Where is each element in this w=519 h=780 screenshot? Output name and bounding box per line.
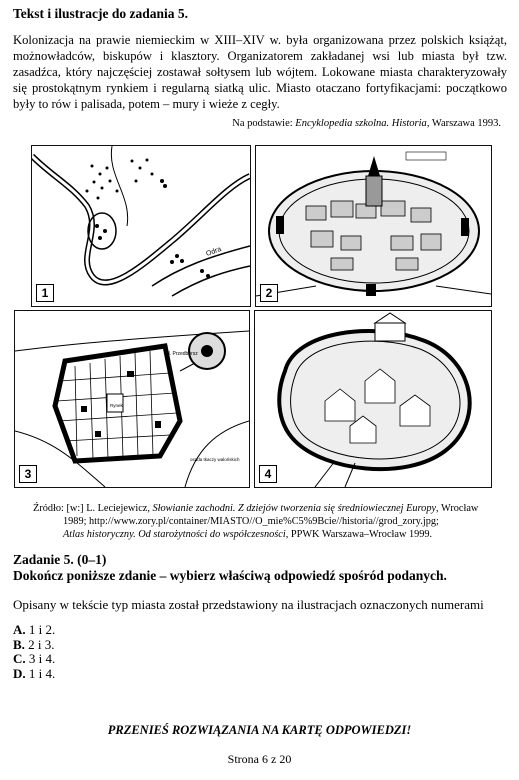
figure-2-walled-town-illustration: [255, 145, 492, 307]
figure-4-fortified-settlement: [254, 310, 492, 488]
source2-line1-suffix: , Wrocław: [436, 503, 479, 514]
figure-number-1: 1: [36, 284, 54, 302]
task-instruction: Dokończ poniższe zdanie – wybierz właściwą odpowiedź spośród podanych.: [13, 568, 447, 583]
source1-title: Encyklopedia szkolna. Historia: [295, 118, 427, 129]
figure-number-2: 2: [260, 284, 278, 302]
option-text: 1 i 4.: [25, 665, 56, 681]
village-map-drawing: [32, 146, 250, 306]
figure-1-village-map: [31, 145, 251, 307]
source2-line3-suffix: , PPWK Warszawa–Wrocław 1999.: [285, 529, 433, 540]
walled-town-drawing: [256, 146, 491, 306]
task-question: Opisany w tekście typ miasta został przedstawiony na ilustracjach oznaczonych numerami: [13, 597, 484, 612]
source1-suffix: , Warszawa 1993.: [426, 118, 501, 129]
fortified-settlement-drawing: [255, 311, 491, 487]
source2-line1-prefix: Źródło: [w:] L. Leciejewicz,: [33, 503, 153, 514]
settlement-label: osada tkaczy walońskich: [190, 457, 240, 462]
source-citation-2: [33, 502, 503, 541]
source2-line2: 1989; http://www.zory.pl/container/MIASTO//O_mie%C5%9Bcie//historia//grod_zory.jpg;: [63, 516, 439, 527]
option-text: 2 i 3.: [24, 636, 55, 652]
page-footer: Strona 6 z 20: [227, 752, 292, 766]
option-letter: B.: [13, 636, 25, 652]
answer-option-b[interactable]: [13, 638, 55, 653]
source2-line3: [33, 528, 503, 541]
market-label: Rynek: [110, 403, 123, 408]
transfer-note: PRZENIEŚ ROZWIĄZANIA NA KARTĘ ODPOWIEDZI!: [107, 723, 412, 737]
task-title: Zadanie 5. (0–1): [13, 552, 107, 567]
option-letter: C.: [13, 651, 26, 666]
option-letter: A.: [13, 622, 26, 637]
answer-option-d[interactable]: [13, 667, 55, 682]
option-letter: D.: [13, 665, 26, 681]
source-citation-1: [232, 118, 501, 129]
city-plan-drawing: [15, 311, 249, 487]
option-text: 1 i 2.: [25, 622, 56, 637]
source2-line3-title: Atlas historyczny. Od starożytności do współczesności: [63, 529, 286, 540]
source2-line1-title: Słowianie zachodni. Z dziejów tworzenia się średniowiecznej Europy: [152, 503, 437, 514]
answer-options: [13, 623, 55, 681]
section-heading: Tekst i ilustracje do zadania 5.: [13, 6, 189, 21]
figure-3-city-plan: [14, 310, 250, 488]
river-label: Odra: [205, 245, 223, 258]
source1-prefix: Na podstawie:: [232, 118, 296, 129]
figure-number-3: 3: [19, 465, 37, 483]
figure-number-4: 4: [259, 465, 277, 483]
answer-option-a[interactable]: [13, 623, 55, 638]
option-text: 3 i 4.: [25, 651, 56, 666]
street-label: Ul. Przedbórsz: [165, 351, 198, 357]
intro-paragraph: Kolonizacja na prawie niemieckim w XIII–XIV w. była organizowana przez polskich książąt, możnowładców, biskupów i klasztory. Organizatorem zakładanej wsi lub miasta był tzw. zasadźca, który najczęściej zostawał sołtysem lub wójtem. Lokowane miasta charakteryzowały się prostokątnym rynkiem i regularną siatką ulic. Miasto otaczano fortyfikacjami: początkowo były to rów i palisada, potem – mury i wieże z cegły.: [13, 33, 507, 111]
answer-option-c[interactable]: [13, 652, 55, 667]
